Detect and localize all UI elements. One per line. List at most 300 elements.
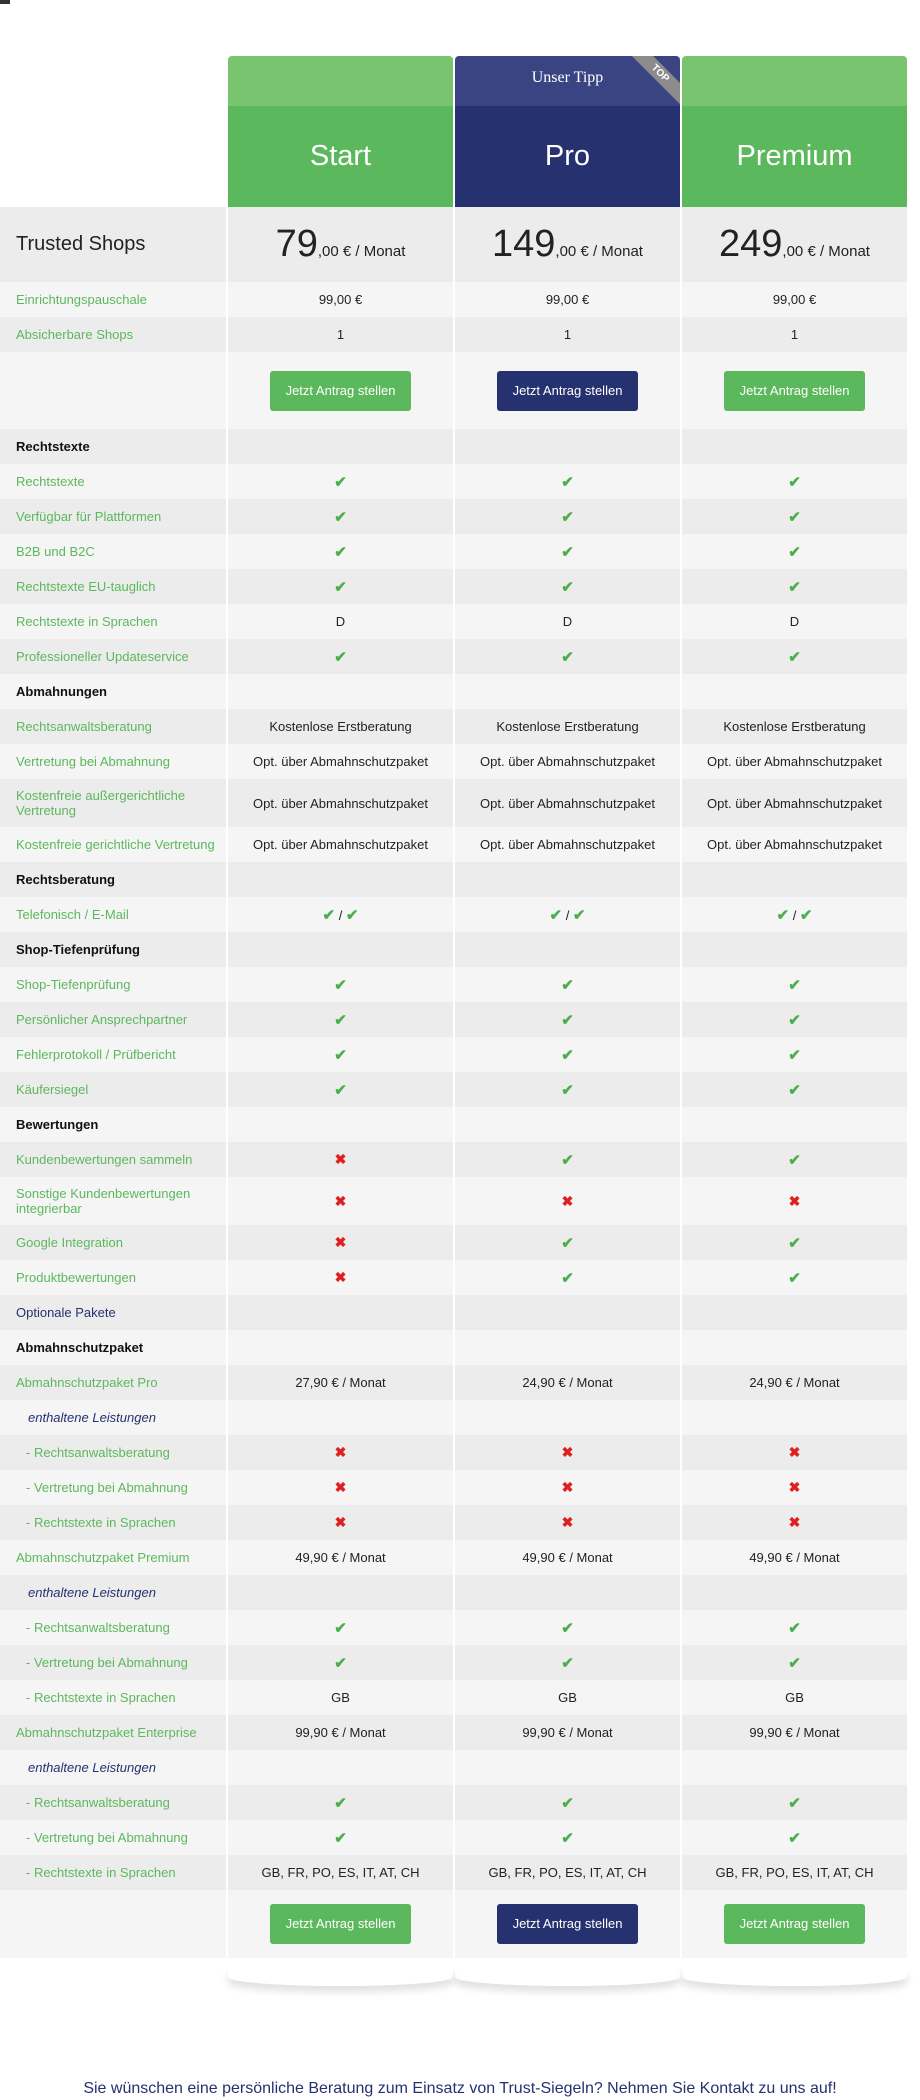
apply-button-start[interactable]: Jetzt Antrag stellen <box>270 371 412 411</box>
value-text: Opt. über Abmahnschutzpaket <box>480 754 655 769</box>
value-cell-pro <box>455 1575 680 1610</box>
row-label-empty <box>0 1890 226 1958</box>
check-icon: ✔ <box>334 578 347 596</box>
value-cell-start <box>228 1225 453 1260</box>
check-icon: ✔ <box>561 1046 574 1064</box>
value-text: 1 <box>336 327 345 342</box>
value-cell-pro <box>455 1330 680 1365</box>
price-pro <box>455 207 680 282</box>
value-text: Kostenlose Erstberatung <box>723 719 866 734</box>
apply-button-premium[interactable]: Jetzt Antrag stellen <box>724 1904 866 1944</box>
value-cell-start <box>228 604 453 639</box>
value-cell-premium <box>682 1470 907 1505</box>
cross-icon: ✖ <box>334 1444 347 1460</box>
check-icon: ✔ <box>561 1151 574 1169</box>
check-icon: ✔ <box>788 543 801 561</box>
value-cell-start <box>228 1645 453 1680</box>
apply-button-premium[interactable]: Jetzt Antrag stellen <box>724 371 866 411</box>
table-row <box>0 827 907 862</box>
value-cell-start <box>228 429 453 464</box>
value-cell-start <box>228 1107 453 1142</box>
row-label: - Rechtstexte in Sprachen <box>0 1680 226 1715</box>
check-icon: ✔ <box>561 508 574 526</box>
value-cell-premium <box>682 932 907 967</box>
row-label: - Vertretung bei Abmahnung <box>0 1645 226 1680</box>
row-label: Vertretung bei Abmahnung <box>0 744 226 779</box>
row-label: Produktbewertungen <box>0 1260 226 1295</box>
value-cell-pro <box>455 639 680 674</box>
cross-icon: ✖ <box>334 1234 347 1250</box>
check-icon: ✔ <box>334 1081 347 1099</box>
value-cell-pro <box>455 1470 680 1505</box>
value-cell-pro <box>455 1107 680 1142</box>
value-cell-pro <box>455 1295 680 1330</box>
value-cell-start <box>228 1260 453 1295</box>
check-icon: ✔ <box>561 1011 574 1029</box>
value-cell-pro <box>455 709 680 744</box>
value-text: Opt. über Abmahnschutzpaket <box>480 837 655 852</box>
check-icon: ✔ <box>561 1654 574 1672</box>
section-header-row <box>0 1330 907 1365</box>
section-header-row <box>0 429 907 464</box>
table-row <box>0 1435 907 1470</box>
value-text: 99,00 € <box>318 292 363 307</box>
value-text: 49,90 € / Monat <box>295 1550 386 1565</box>
row-label: - Vertretung bei Abmahnung <box>0 1820 226 1855</box>
plan-pro-header-top <box>455 56 680 106</box>
row-label: Fehlerprotokoll / Prüfbericht <box>0 1037 226 1072</box>
value-cell-start <box>228 1435 453 1470</box>
row-label: Shop-Tiefenprüfung <box>0 967 226 1002</box>
table-row <box>0 1142 907 1177</box>
value-cell-pro <box>455 464 680 499</box>
value-cell-pro <box>455 1785 680 1820</box>
check-icon: ✔ <box>788 1011 801 1029</box>
value-cell-premium <box>682 1037 907 1072</box>
value-cell-pro <box>455 1177 680 1225</box>
check-icon: ✔ <box>334 1619 347 1637</box>
row-label: Persönlicher Ansprechpartner <box>0 1002 226 1037</box>
check-icon: ✔ <box>788 578 801 596</box>
row-label: Abmahnschutzpaket Pro <box>0 1365 226 1400</box>
check-icon: ✔ <box>549 906 563 924</box>
check-icon: ✔ <box>788 1046 801 1064</box>
value-cell-start <box>228 1295 453 1330</box>
value-cell-start <box>228 1142 453 1177</box>
section-header-row <box>0 1107 907 1142</box>
value-text: GB <box>785 1690 804 1705</box>
check-icon: ✔ <box>334 1654 347 1672</box>
table-row <box>0 1072 907 1107</box>
value-cell-start <box>228 352 453 429</box>
value-cell-start <box>228 569 453 604</box>
value-cell-premium <box>682 1260 907 1295</box>
check-icon: ✔ <box>561 1829 574 1847</box>
value-cell-start <box>228 1002 453 1037</box>
cross-icon: ✖ <box>334 1269 347 1285</box>
value-cell-pro <box>455 674 680 709</box>
row-label: Käufersiegel <box>0 1072 226 1107</box>
value-cell-start <box>228 1470 453 1505</box>
value-text: Opt. über Abmahnschutzpaket <box>253 754 428 769</box>
value-cell-start <box>228 1400 453 1435</box>
check-icon: ✔ <box>788 1269 801 1287</box>
value-cell-pro <box>455 932 680 967</box>
value-cell-start <box>228 1072 453 1107</box>
row-label: Sonstige Kundenbewertungen integrierbar <box>0 1177 226 1225</box>
check-pair <box>777 906 813 924</box>
cross-icon: ✖ <box>334 1192 347 1209</box>
value-cell-premium <box>682 429 907 464</box>
check-icon: ✔ <box>334 543 347 561</box>
value-cell-start <box>228 1785 453 1820</box>
top-left-mark <box>0 0 10 4</box>
value-cell-premium <box>682 897 907 932</box>
row-label-empty <box>0 352 226 429</box>
value-cell-pro <box>455 1645 680 1680</box>
table-row <box>0 569 907 604</box>
value-cell-premium <box>682 709 907 744</box>
apply-button-start[interactable]: Jetzt Antrag stellen <box>270 1904 412 1944</box>
value-cell-start <box>228 674 453 709</box>
price-start <box>228 207 453 282</box>
row-label: Professioneller Updateservice <box>0 639 226 674</box>
value-cell-premium <box>682 1435 907 1470</box>
value-text: 99,90 € / Monat <box>522 1725 613 1740</box>
value-cell-start <box>228 1540 453 1575</box>
value-cell-premium <box>682 534 907 569</box>
value-cell-pro <box>455 534 680 569</box>
value-cell-premium <box>682 1680 907 1715</box>
value-text: GB <box>558 1690 577 1705</box>
value-cell-pro <box>455 1260 680 1295</box>
value-cell-premium <box>682 674 907 709</box>
value-cell-premium <box>682 604 907 639</box>
value-cell-pro <box>455 317 680 352</box>
table-row <box>0 779 907 827</box>
value-cell-premium <box>682 1855 907 1890</box>
value-cell-premium <box>682 1365 907 1400</box>
value-cell-premium <box>682 744 907 779</box>
value-cell-pro <box>455 1890 680 1958</box>
table-row <box>0 1820 907 1855</box>
value-cell-premium <box>682 1645 907 1680</box>
check-icon: ✔ <box>572 906 586 924</box>
value-text: Kostenlose Erstberatung <box>269 719 412 734</box>
table-row <box>0 604 907 639</box>
check-icon: ✔ <box>334 976 347 994</box>
value-cell-premium <box>682 1610 907 1645</box>
check-icon: ✔ <box>788 1619 801 1637</box>
value-cell-premium <box>682 1575 907 1610</box>
value-cell-pro <box>455 1037 680 1072</box>
value-cell-start <box>228 464 453 499</box>
row-label: Abmahnschutzpaket Premium <box>0 1540 226 1575</box>
row-label: Einrichtungspauschale <box>0 282 226 317</box>
row-label: Kostenfreie außergerichtliche Vertretung <box>0 779 226 827</box>
value-text: 1 <box>790 327 799 342</box>
row-label: Rechtsanwaltsberatung <box>0 709 226 744</box>
row-label: Abmahnungen <box>0 674 226 709</box>
value-cell-premium <box>682 1715 907 1750</box>
table-row <box>0 1855 907 1890</box>
table-row <box>0 1225 907 1260</box>
table-row <box>0 744 907 779</box>
check-icon: ✔ <box>334 473 347 491</box>
row-label: - Vertretung bei Abmahnung <box>0 1470 226 1505</box>
table-row <box>0 1680 907 1715</box>
contact-footer-text[interactable]: Sie wünschen eine persönliche Beratung zum Einsatz von Trust-Siegeln? Nehmen Sie Kontakt zu uns auf! <box>83 2080 837 2097</box>
check-icon: ✔ <box>788 648 801 666</box>
table-row <box>0 1037 907 1072</box>
plan-premium-header-top <box>682 56 907 106</box>
value-text: GB, FR, PO, ES, IT, AT, CH <box>261 1865 420 1880</box>
value-cell-start <box>228 862 453 897</box>
top-badge <box>632 56 680 104</box>
value-cell-start <box>228 1610 453 1645</box>
value-cell-premium <box>682 1400 907 1435</box>
value-cell-pro <box>455 1400 680 1435</box>
value-cell-start <box>228 534 453 569</box>
value-cell-premium <box>682 1750 907 1785</box>
cross-icon: ✖ <box>334 1514 347 1530</box>
cross-icon: ✖ <box>561 1514 574 1530</box>
price-start-rest: ,00 € / Monat <box>317 243 406 260</box>
value-cell-start <box>228 779 453 827</box>
check-icon: ✔ <box>788 1829 801 1847</box>
table-row <box>0 1645 907 1680</box>
value-cell-start <box>228 1820 453 1855</box>
check-icon: ✔ <box>561 648 574 666</box>
value-cell-premium <box>682 1540 907 1575</box>
top-badge-label: TOP <box>632 56 680 104</box>
column-shadow-premium <box>682 1968 907 1986</box>
row-label: Abmahnschutzpaket Enterprise <box>0 1715 226 1750</box>
value-cell-pro <box>455 352 680 429</box>
row-label: Kostenfreie gerichtliche Vertretung <box>0 827 226 862</box>
table-row <box>0 1365 907 1400</box>
value-cell-start <box>228 1575 453 1610</box>
column-shadow-pro <box>455 1968 680 1986</box>
value-cell-pro <box>455 1002 680 1037</box>
section-header-row <box>0 862 907 897</box>
value-cell-start <box>228 499 453 534</box>
row-label: Abmahnschutzpaket <box>0 1330 226 1365</box>
value-text: D <box>789 614 800 629</box>
value-cell-premium <box>682 1225 907 1260</box>
check-icon: ✔ <box>345 906 359 924</box>
column-shadow-start <box>228 1968 453 1986</box>
check-icon: ✔ <box>334 648 347 666</box>
value-text: D <box>335 614 346 629</box>
row-label: Rechtstexte <box>0 429 226 464</box>
table-row <box>0 967 907 1002</box>
value-text: 49,90 € / Monat <box>749 1550 840 1565</box>
value-cell-pro <box>455 569 680 604</box>
check-pair <box>550 906 586 924</box>
value-cell-premium <box>682 569 907 604</box>
apply-button-pro[interactable]: Jetzt Antrag stellen <box>497 1904 639 1944</box>
value-cell-premium <box>682 1002 907 1037</box>
apply-button-pro[interactable]: Jetzt Antrag stellen <box>497 371 639 411</box>
row-label: - Rechtsanwaltsberatung <box>0 1435 226 1470</box>
value-cell-pro <box>455 1225 680 1260</box>
check-icon: ✔ <box>788 1654 801 1672</box>
cross-icon: ✖ <box>334 1479 347 1495</box>
value-cell-premium <box>682 464 907 499</box>
value-text: Opt. über Abmahnschutzpaket <box>253 795 428 811</box>
table-row <box>0 1260 907 1295</box>
value-cell-start <box>228 1177 453 1225</box>
value-cell-premium <box>682 1505 907 1540</box>
value-cell-pro <box>455 1435 680 1470</box>
table-row <box>0 1610 907 1645</box>
value-cell-premium <box>682 862 907 897</box>
value-cell-start <box>228 709 453 744</box>
value-cell-premium <box>682 779 907 827</box>
recommended-label: Unser Tipp <box>531 69 604 86</box>
value-cell-start <box>228 282 453 317</box>
row-label: - Rechtstexte in Sprachen <box>0 1505 226 1540</box>
cross-icon: ✖ <box>334 1151 347 1167</box>
row-label: Rechtstexte in Sprachen <box>0 604 226 639</box>
value-cell-start <box>228 827 453 862</box>
value-text: Opt. über Abmahnschutzpaket <box>253 837 428 852</box>
plan-pro-title: Pro <box>455 106 680 207</box>
value-cell-pro <box>455 1680 680 1715</box>
apply-buttons-row <box>0 1890 907 1958</box>
value-text: GB <box>331 1690 350 1705</box>
check-icon: ✔ <box>561 1234 574 1252</box>
plan-premium-title: Premium <box>682 106 907 207</box>
check-icon: ✔ <box>561 1081 574 1099</box>
check-icon: ✔ <box>788 1081 801 1099</box>
table-row <box>0 1715 907 1750</box>
value-cell-start <box>228 639 453 674</box>
table-row <box>0 317 907 352</box>
row-label: Telefonisch / E-Mail <box>0 897 226 932</box>
value-cell-premium <box>682 1177 907 1225</box>
row-label: Bewertungen <box>0 1107 226 1142</box>
table-row <box>0 1295 907 1330</box>
value-cell-premium <box>682 1820 907 1855</box>
value-cell-premium <box>682 317 907 352</box>
value-text: Kostenlose Erstberatung <box>496 719 639 734</box>
plan-start-header-top <box>228 56 453 106</box>
cross-icon: ✖ <box>788 1192 801 1209</box>
value-text: 99,90 € / Monat <box>295 1725 386 1740</box>
value-text: 49,90 € / Monat <box>522 1550 613 1565</box>
check-icon: ✔ <box>334 1046 347 1064</box>
price-start-main: 79 <box>275 223 318 265</box>
separator: / <box>562 907 573 923</box>
check-icon: ✔ <box>561 1794 574 1812</box>
section-header-row <box>0 932 907 967</box>
table-row <box>0 1177 907 1225</box>
check-icon: ✔ <box>561 543 574 561</box>
row-label: - Rechtsanwaltsberatung <box>0 1785 226 1820</box>
value-text: D <box>562 614 573 629</box>
value-cell-start <box>228 1680 453 1715</box>
value-cell-premium <box>682 1330 907 1365</box>
value-cell-start <box>228 897 453 932</box>
table-row <box>0 639 907 674</box>
value-cell-start <box>228 1365 453 1400</box>
table-row <box>0 1400 907 1435</box>
table-row <box>0 1470 907 1505</box>
value-cell-start <box>228 932 453 967</box>
value-cell-start <box>228 1890 453 1958</box>
value-cell-pro <box>455 429 680 464</box>
check-icon: ✔ <box>561 1619 574 1637</box>
value-cell-premium <box>682 827 907 862</box>
value-cell-pro <box>455 1365 680 1400</box>
row-label: Rechtsberatung <box>0 862 226 897</box>
value-cell-pro <box>455 282 680 317</box>
value-cell-pro <box>455 827 680 862</box>
check-icon: ✔ <box>322 906 336 924</box>
value-cell-pro <box>455 604 680 639</box>
table-row <box>0 897 907 932</box>
value-cell-pro <box>455 1610 680 1645</box>
value-text: GB, FR, PO, ES, IT, AT, CH <box>488 1865 647 1880</box>
value-text: 24,90 € / Monat <box>522 1375 613 1390</box>
value-cell-premium <box>682 352 907 429</box>
check-icon: ✔ <box>561 1269 574 1287</box>
value-cell-premium <box>682 499 907 534</box>
check-icon: ✔ <box>334 1011 347 1029</box>
value-text: GB, FR, PO, ES, IT, AT, CH <box>715 1865 874 1880</box>
check-icon: ✔ <box>788 473 801 491</box>
row-label: Absicherbare Shops <box>0 317 226 352</box>
apply-buttons-row <box>0 352 907 429</box>
value-text: 99,00 € <box>772 292 817 307</box>
cross-icon: ✖ <box>561 1444 574 1460</box>
price-premium-main: 249 <box>719 223 783 265</box>
check-icon: ✔ <box>561 473 574 491</box>
value-cell-pro <box>455 1142 680 1177</box>
check-pair <box>323 906 359 924</box>
value-cell-start <box>228 1330 453 1365</box>
check-icon: ✔ <box>799 906 813 924</box>
cross-icon: ✖ <box>561 1192 574 1209</box>
value-cell-pro <box>455 499 680 534</box>
value-cell-premium <box>682 639 907 674</box>
value-cell-start <box>228 317 453 352</box>
value-text: Opt. über Abmahnschutzpaket <box>707 795 882 811</box>
value-cell-pro <box>455 1072 680 1107</box>
value-text: 99,00 € <box>545 292 590 307</box>
table-row <box>0 1002 907 1037</box>
table-row <box>0 1540 907 1575</box>
price-premium <box>682 207 907 282</box>
table-row <box>0 464 907 499</box>
table-row <box>0 1505 907 1540</box>
table-row <box>0 534 907 569</box>
cross-icon: ✖ <box>788 1514 801 1530</box>
row-label: enthaltene Leistungen <box>0 1750 226 1785</box>
value-cell-premium <box>682 1785 907 1820</box>
value-cell-premium <box>682 1107 907 1142</box>
cross-icon: ✖ <box>561 1479 574 1495</box>
value-cell-pro <box>455 1855 680 1890</box>
price-premium-rest: ,00 € / Monat <box>782 243 870 260</box>
value-cell-pro <box>455 897 680 932</box>
value-cell-pro <box>455 1820 680 1855</box>
value-cell-pro <box>455 1540 680 1575</box>
value-cell-premium <box>682 967 907 1002</box>
row-label: enthaltene Leistungen <box>0 1575 226 1610</box>
